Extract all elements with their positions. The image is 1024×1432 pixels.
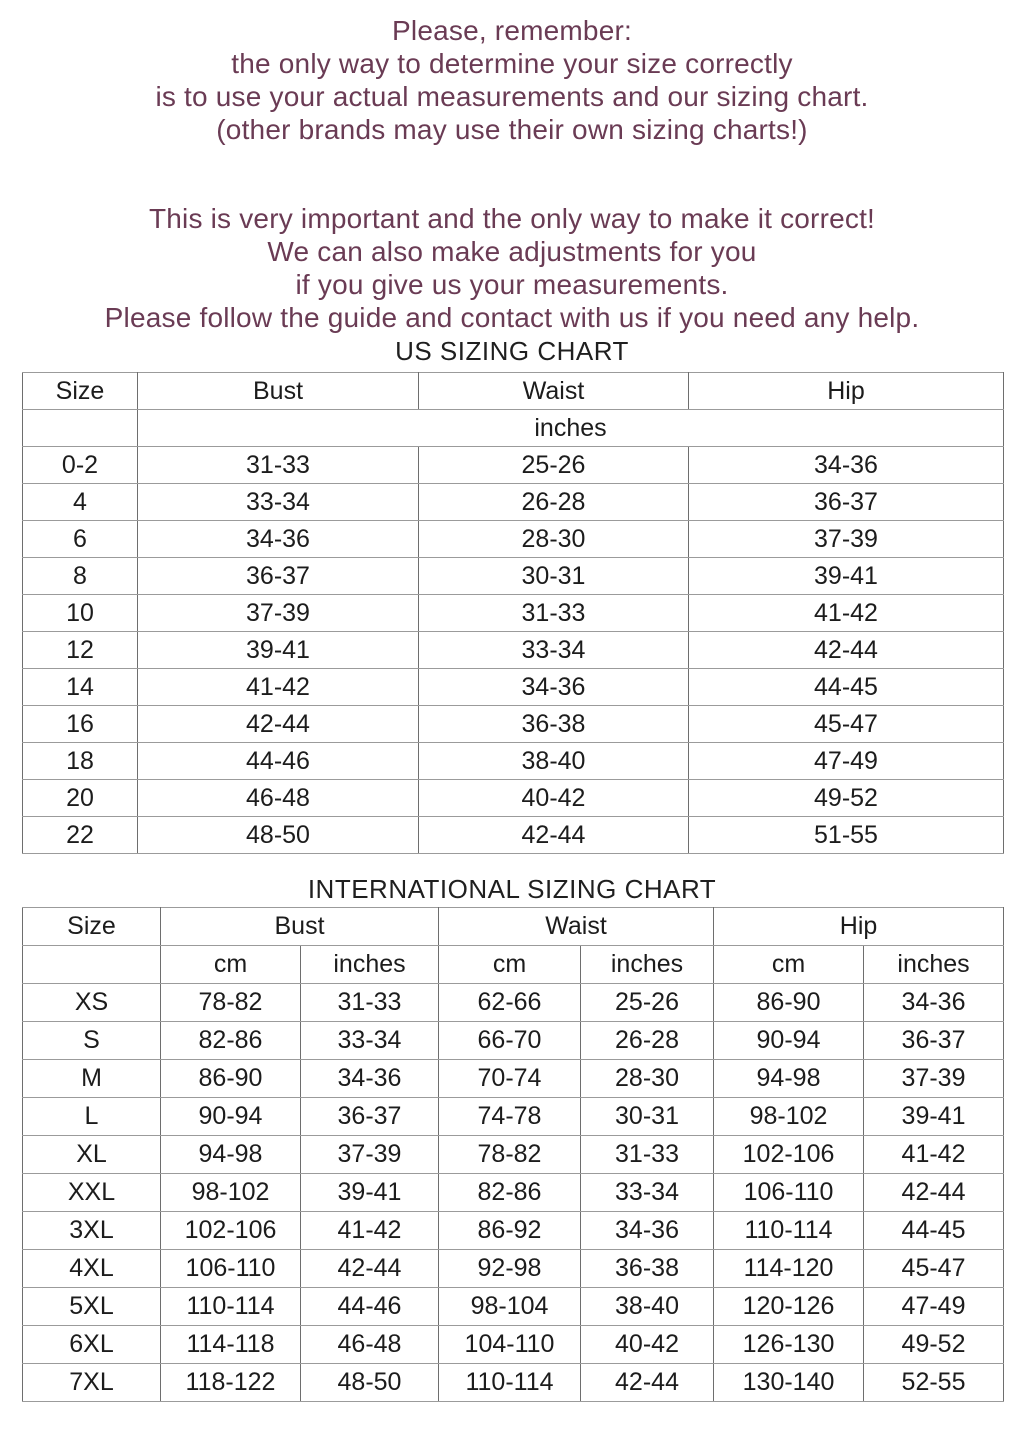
cell: 33-34 bbox=[138, 484, 419, 521]
cell: 31-33 bbox=[138, 447, 419, 484]
cell: 14 bbox=[23, 669, 138, 706]
table-row bbox=[23, 743, 1004, 780]
cell: 8 bbox=[23, 558, 138, 595]
cell: 39-41 bbox=[301, 1174, 439, 1212]
cell: 41-42 bbox=[301, 1212, 439, 1250]
cell: 44-46 bbox=[138, 743, 419, 780]
cell: 34-36 bbox=[581, 1212, 714, 1250]
cell: 51-55 bbox=[689, 817, 1004, 854]
header-row bbox=[23, 908, 1004, 946]
us-sizing-table bbox=[22, 372, 1004, 854]
us-chart-title: US SIZING CHART bbox=[395, 336, 629, 366]
cell: 78-82 bbox=[161, 984, 301, 1022]
cell: 0-2 bbox=[23, 447, 138, 484]
table-row bbox=[23, 447, 1004, 484]
cell: 36-38 bbox=[419, 706, 689, 743]
cell: 39-41 bbox=[138, 632, 419, 669]
cell: 34-36 bbox=[689, 447, 1004, 484]
cell: 33-34 bbox=[581, 1174, 714, 1212]
cell: 49-52 bbox=[864, 1326, 1004, 1364]
cell: 36-37 bbox=[689, 484, 1004, 521]
cell: 36-38 bbox=[581, 1250, 714, 1288]
cell: 86-92 bbox=[439, 1212, 581, 1250]
intro-paragraph-gap bbox=[0, 146, 1024, 202]
cell: 45-47 bbox=[864, 1250, 1004, 1288]
table-row bbox=[23, 1212, 1004, 1250]
cell: 110-114 bbox=[439, 1364, 581, 1402]
table-row bbox=[23, 1250, 1004, 1288]
cell: 4 bbox=[23, 484, 138, 521]
cell: 34-36 bbox=[301, 1060, 439, 1098]
intro-line: Please, remember: bbox=[392, 15, 632, 46]
cell: 3XL bbox=[23, 1212, 161, 1250]
column-header-waist: Waist bbox=[419, 373, 689, 410]
cell: 38-40 bbox=[419, 743, 689, 780]
unit-header-inches: inches bbox=[864, 946, 1004, 984]
cell: 6XL bbox=[23, 1326, 161, 1364]
cell: 37-39 bbox=[864, 1060, 1004, 1098]
cell: 62-66 bbox=[439, 984, 581, 1022]
cell: 36-37 bbox=[301, 1098, 439, 1136]
table-row bbox=[23, 595, 1004, 632]
table-row bbox=[23, 1174, 1004, 1212]
table-row bbox=[23, 1060, 1004, 1098]
column-header-waist: Waist bbox=[439, 908, 714, 946]
cell: 41-42 bbox=[689, 595, 1004, 632]
cell: L bbox=[23, 1098, 161, 1136]
intro-line: We can also make adjustments for you bbox=[267, 236, 757, 267]
cell: 26-28 bbox=[419, 484, 689, 521]
cell: 42-44 bbox=[301, 1250, 439, 1288]
table-row bbox=[23, 521, 1004, 558]
table-row bbox=[23, 1098, 1004, 1136]
cell: 49-52 bbox=[689, 780, 1004, 817]
cell: 37-39 bbox=[138, 595, 419, 632]
cell: 44-45 bbox=[864, 1212, 1004, 1250]
cell: 4XL bbox=[23, 1250, 161, 1288]
cell: 66-70 bbox=[439, 1022, 581, 1060]
cell: 26-28 bbox=[581, 1022, 714, 1060]
units-row bbox=[23, 410, 1004, 447]
cell: 82-86 bbox=[439, 1174, 581, 1212]
cell: 94-98 bbox=[714, 1060, 864, 1098]
cell: 110-114 bbox=[714, 1212, 864, 1250]
cell: XS bbox=[23, 984, 161, 1022]
cell: 42-44 bbox=[419, 817, 689, 854]
table-row bbox=[23, 780, 1004, 817]
cell: S bbox=[23, 1022, 161, 1060]
table-row bbox=[23, 669, 1004, 706]
cell: 102-106 bbox=[161, 1212, 301, 1250]
intro-line: is to use your actual measurements and our sizing chart. bbox=[155, 81, 869, 112]
cell: 46-48 bbox=[138, 780, 419, 817]
cell: 28-30 bbox=[419, 521, 689, 558]
cell: 7XL bbox=[23, 1364, 161, 1402]
cell: 114-118 bbox=[161, 1326, 301, 1364]
cell: 120-126 bbox=[714, 1288, 864, 1326]
cell: 38-40 bbox=[581, 1288, 714, 1326]
cell: 46-48 bbox=[301, 1326, 439, 1364]
cell: 110-114 bbox=[161, 1288, 301, 1326]
cell: 98-104 bbox=[439, 1288, 581, 1326]
table-row bbox=[23, 1136, 1004, 1174]
cell: 126-130 bbox=[714, 1326, 864, 1364]
table-row bbox=[23, 817, 1004, 854]
unit-header-cm: cm bbox=[161, 946, 301, 984]
table-row bbox=[23, 706, 1004, 743]
cell: 30-31 bbox=[581, 1098, 714, 1136]
intl-chart-title: INTERNATIONAL SIZING CHART bbox=[307, 874, 717, 904]
cell: 90-94 bbox=[714, 1022, 864, 1060]
cell: 31-33 bbox=[419, 595, 689, 632]
cell: 44-46 bbox=[301, 1288, 439, 1326]
cell: 42-44 bbox=[138, 706, 419, 743]
cell: 74-78 bbox=[439, 1098, 581, 1136]
cell: 34-36 bbox=[419, 669, 689, 706]
cell: 31-33 bbox=[301, 984, 439, 1022]
cell: 106-110 bbox=[714, 1174, 864, 1212]
cell: 28-30 bbox=[581, 1060, 714, 1098]
cell: 86-90 bbox=[714, 984, 864, 1022]
cell: 45-47 bbox=[689, 706, 1004, 743]
empty-cell bbox=[23, 410, 138, 447]
cell: 42-44 bbox=[689, 632, 1004, 669]
cell: 70-74 bbox=[439, 1060, 581, 1098]
cell: 25-26 bbox=[581, 984, 714, 1022]
header-row bbox=[23, 373, 1004, 410]
cell: 6 bbox=[23, 521, 138, 558]
unit-header-cm: cm bbox=[714, 946, 864, 984]
cell: 20 bbox=[23, 780, 138, 817]
cell: 39-41 bbox=[689, 558, 1004, 595]
cell: 42-44 bbox=[581, 1364, 714, 1402]
cell: 33-34 bbox=[419, 632, 689, 669]
cell: 90-94 bbox=[161, 1098, 301, 1136]
cell: 42-44 bbox=[864, 1174, 1004, 1212]
cell: 48-50 bbox=[138, 817, 419, 854]
table-row bbox=[23, 558, 1004, 595]
cell: XXL bbox=[23, 1174, 161, 1212]
cell: 41-42 bbox=[864, 1136, 1004, 1174]
unit-header-inches: inches bbox=[581, 946, 714, 984]
cell: 12 bbox=[23, 632, 138, 669]
cell: 98-102 bbox=[714, 1098, 864, 1136]
intro-line: (other brands may use their own sizing charts!) bbox=[216, 114, 808, 145]
column-header-size: Size bbox=[23, 908, 161, 946]
cell: 25-26 bbox=[419, 447, 689, 484]
cell: 44-45 bbox=[689, 669, 1004, 706]
cell: 33-34 bbox=[301, 1022, 439, 1060]
cell: 34-36 bbox=[138, 521, 419, 558]
cell: 118-122 bbox=[161, 1364, 301, 1402]
cell: M bbox=[23, 1060, 161, 1098]
cell: 34-36 bbox=[864, 984, 1004, 1022]
cell: 106-110 bbox=[161, 1250, 301, 1288]
cell: 31-33 bbox=[581, 1136, 714, 1174]
cell: XL bbox=[23, 1136, 161, 1174]
column-header-hip: Hip bbox=[714, 908, 1004, 946]
table-row bbox=[23, 984, 1004, 1022]
table-row bbox=[23, 1022, 1004, 1060]
intro-line: This is very important and the only way to make it correct! bbox=[148, 203, 876, 234]
column-header-size: Size bbox=[23, 373, 138, 410]
international-sizing-table bbox=[22, 907, 1004, 1402]
empty-cell bbox=[23, 946, 161, 984]
cell: 10 bbox=[23, 595, 138, 632]
cell: 52-55 bbox=[864, 1364, 1004, 1402]
cell: 37-39 bbox=[301, 1136, 439, 1174]
table-row bbox=[23, 1288, 1004, 1326]
cell: 47-49 bbox=[689, 743, 1004, 780]
cell: 94-98 bbox=[161, 1136, 301, 1174]
column-header-bust: Bust bbox=[161, 908, 439, 946]
cell: 47-49 bbox=[864, 1288, 1004, 1326]
column-header-bust: Bust bbox=[138, 373, 419, 410]
cell: 92-98 bbox=[439, 1250, 581, 1288]
unit-header-cm: cm bbox=[439, 946, 581, 984]
cell: 16 bbox=[23, 706, 138, 743]
cell: 37-39 bbox=[689, 521, 1004, 558]
cell: 41-42 bbox=[138, 669, 419, 706]
cell: 18 bbox=[23, 743, 138, 780]
table-row bbox=[23, 632, 1004, 669]
cell: 86-90 bbox=[161, 1060, 301, 1098]
cell: 36-37 bbox=[864, 1022, 1004, 1060]
column-header-hip: Hip bbox=[689, 373, 1004, 410]
cell: 82-86 bbox=[161, 1022, 301, 1060]
cell: 30-31 bbox=[419, 558, 689, 595]
cell: 39-41 bbox=[864, 1098, 1004, 1136]
cell: 48-50 bbox=[301, 1364, 439, 1402]
table-row bbox=[23, 1326, 1004, 1364]
cell: 5XL bbox=[23, 1288, 161, 1326]
cell: 40-42 bbox=[419, 780, 689, 817]
cell: 36-37 bbox=[138, 558, 419, 595]
units-row bbox=[23, 946, 1004, 984]
units-label-cell: inches bbox=[138, 410, 1004, 447]
intro-line: Please follow the guide and contact with us if you need any help. bbox=[104, 302, 920, 333]
intro-text-block bbox=[0, 14, 1024, 334]
cell: 104-110 bbox=[439, 1326, 581, 1364]
cell: 22 bbox=[23, 817, 138, 854]
cell: 78-82 bbox=[439, 1136, 581, 1174]
cell: 98-102 bbox=[161, 1174, 301, 1212]
cell: 130-140 bbox=[714, 1364, 864, 1402]
cell: 102-106 bbox=[714, 1136, 864, 1174]
cell: 40-42 bbox=[581, 1326, 714, 1364]
table-row bbox=[23, 484, 1004, 521]
intro-line: if you give us your measurements. bbox=[295, 269, 729, 300]
intro-line: the only way to determine your size correctly bbox=[231, 48, 793, 79]
unit-header-inches: inches bbox=[301, 946, 439, 984]
cell: 114-120 bbox=[714, 1250, 864, 1288]
table-row bbox=[23, 1364, 1004, 1402]
